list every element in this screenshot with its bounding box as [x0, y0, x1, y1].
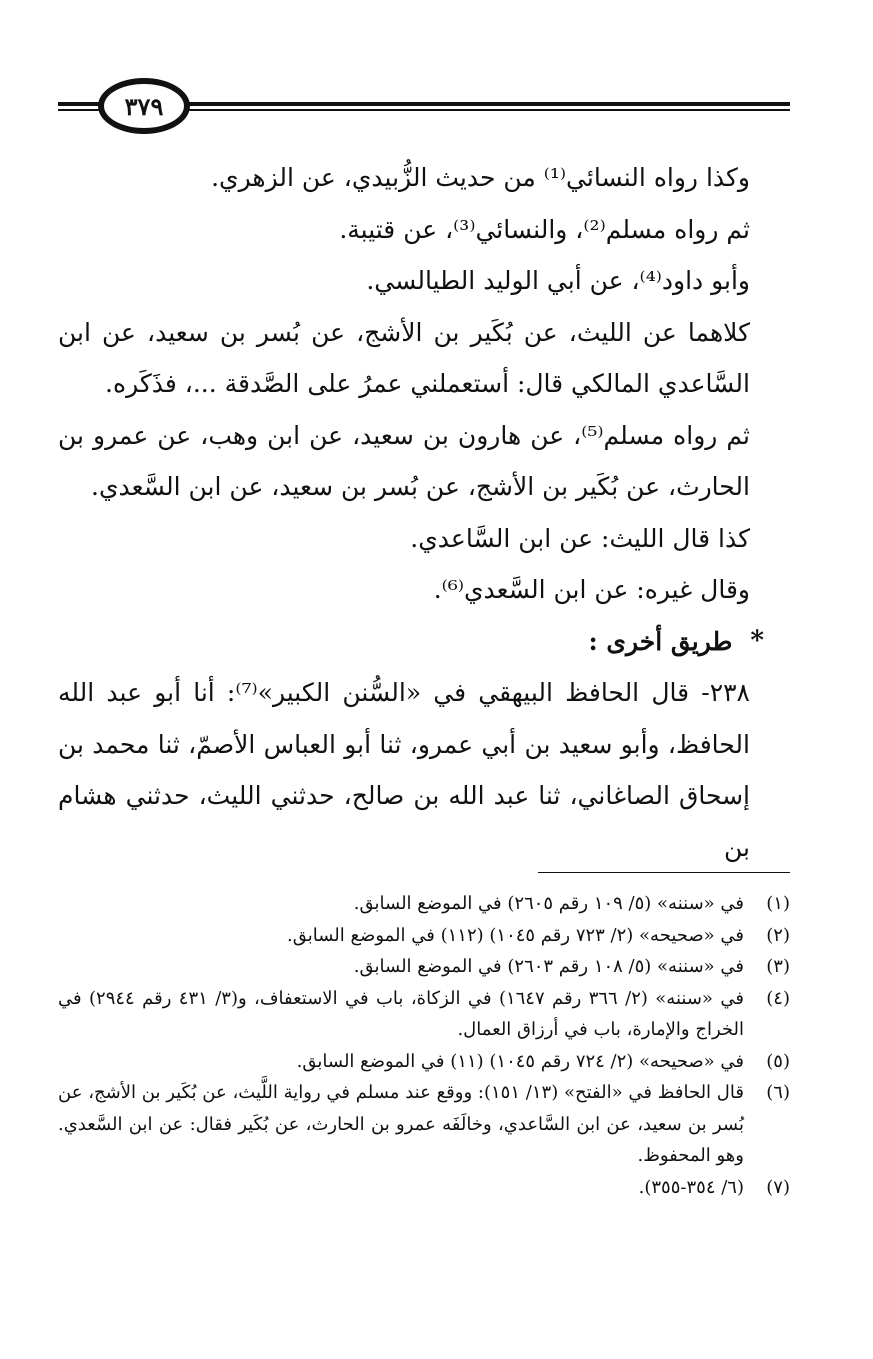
footnote-text: في «سننه» (٥/ ١٠٩ رقم ٢٦٠٥) في الموضع السابق.	[353, 893, 744, 914]
footnote-item	[58, 920, 790, 952]
main-paragraph: ثم رواه مسلم⁽⁵⁾، عن هارون بن سعيد، عن ابن وهب، عن عمرو بن الحارث، عن بُكَير بن الأشج، عن بُسر بن سعيد، عن ابن السَّعدي.	[58, 420, 750, 501]
main-line: وقال غيره: عن ابن السَّعدي⁽⁶⁾.	[433, 575, 750, 604]
footnote-number: (٦)	[766, 1082, 790, 1103]
footnote-text: في «سننه» (٢/ ٣٦٦ رقم ١٦٤٧) في الزكاة، باب في الاستعفاف، و(٣/ ٤٣١ رقم ٢٩٤٤) في الخراج والإمارة، باب في أرزاق العمال.	[58, 987, 744, 1040]
page-header	[58, 72, 790, 142]
footnote-number: (٤)	[766, 987, 790, 1009]
main-line: وكذا رواه النسائي⁽¹⁾ من حديث الزُّبيدي، عن الزهري.	[211, 163, 750, 192]
footnote-number: (٢)	[766, 924, 790, 946]
footnote-item	[58, 888, 790, 920]
star-icon: *	[750, 625, 764, 656]
footnote-number: (٣)	[766, 956, 790, 977]
main-paragraph: كلاهما عن الليث، عن بُكَير بن الأشج، عن بُسر بن سعيد، عن ابن السَّاعدي المالكي قال: أستعملني عمرُ على الصَّدقة ...، فذَكَره.	[58, 317, 750, 398]
footnote-item	[58, 983, 790, 1046]
main-line: كذا قال الليث: عن ابن السَّاعدي.	[410, 523, 750, 553]
footnotes	[58, 888, 790, 1203]
section-heading-text: طريق أخرى :	[588, 626, 733, 656]
footnote-text: قال الحافظ في «الفتح» (١٣/ ١٥١): ووقع عند مسلم في رواية اللَّيث، عن بُكَير بن الأشج، عن بُسر بن سعيد، عن ابن السَّاعدي، وخالَفَه عمرو بن الحارث، عن بُكَير فقال: عن ابن السَّعدي. وهو المحفوظ.	[58, 1082, 744, 1166]
footnote-item	[58, 951, 790, 983]
main-line: ثم رواه مسلم⁽²⁾، والنسائي⁽³⁾، عن قتيبة.	[339, 214, 750, 244]
footnote-item	[58, 1046, 790, 1078]
main-text	[58, 152, 790, 873]
section-heading	[58, 616, 790, 668]
footnote-text: في «سننه» (٥/ ١٠٨ رقم ٢٦٠٣) في الموضع السابق.	[353, 956, 744, 977]
footnote-item	[58, 1172, 790, 1204]
footnote-item	[58, 1077, 790, 1172]
footnote-text: في «صحيحه» (٢/ ٧٢٣ رقم ١٠٤٥) (١١٢) في الموضع السابق.	[286, 924, 744, 946]
footnote-separator	[538, 872, 790, 873]
footnote-number: (٥)	[766, 1050, 790, 1072]
page-number-badge: ٣٧٩	[98, 78, 190, 134]
footnote-text: (٦/ ٣٥٤-٣٥٥).	[638, 1176, 744, 1198]
footnote-number: (١)	[766, 893, 790, 914]
main-line: وأبو داود⁽⁴⁾، عن أبي الوليد الطيالسي.	[366, 266, 750, 295]
footnote-text: في «صحيحه» (٢/ ٧٢٤ رقم ١٠٤٥) (١١) في الموضع السابق.	[296, 1050, 744, 1072]
hadith-paragraph: ٢٣٨- قال الحافظ البيهقي في «السُّنن الكبير»⁽⁷⁾: أنا أبو عبد الله الحافظ، وأبو سعيد بن أبي عمرو، ثنا أبو العباس الأصمّ، ثنا محمد بن إسحاق الصاغاني، ثنا عبد الله بن صالح، حدثني الليث، حدثني هشام بن	[58, 678, 750, 862]
footnote-number: (٧)	[766, 1176, 790, 1198]
